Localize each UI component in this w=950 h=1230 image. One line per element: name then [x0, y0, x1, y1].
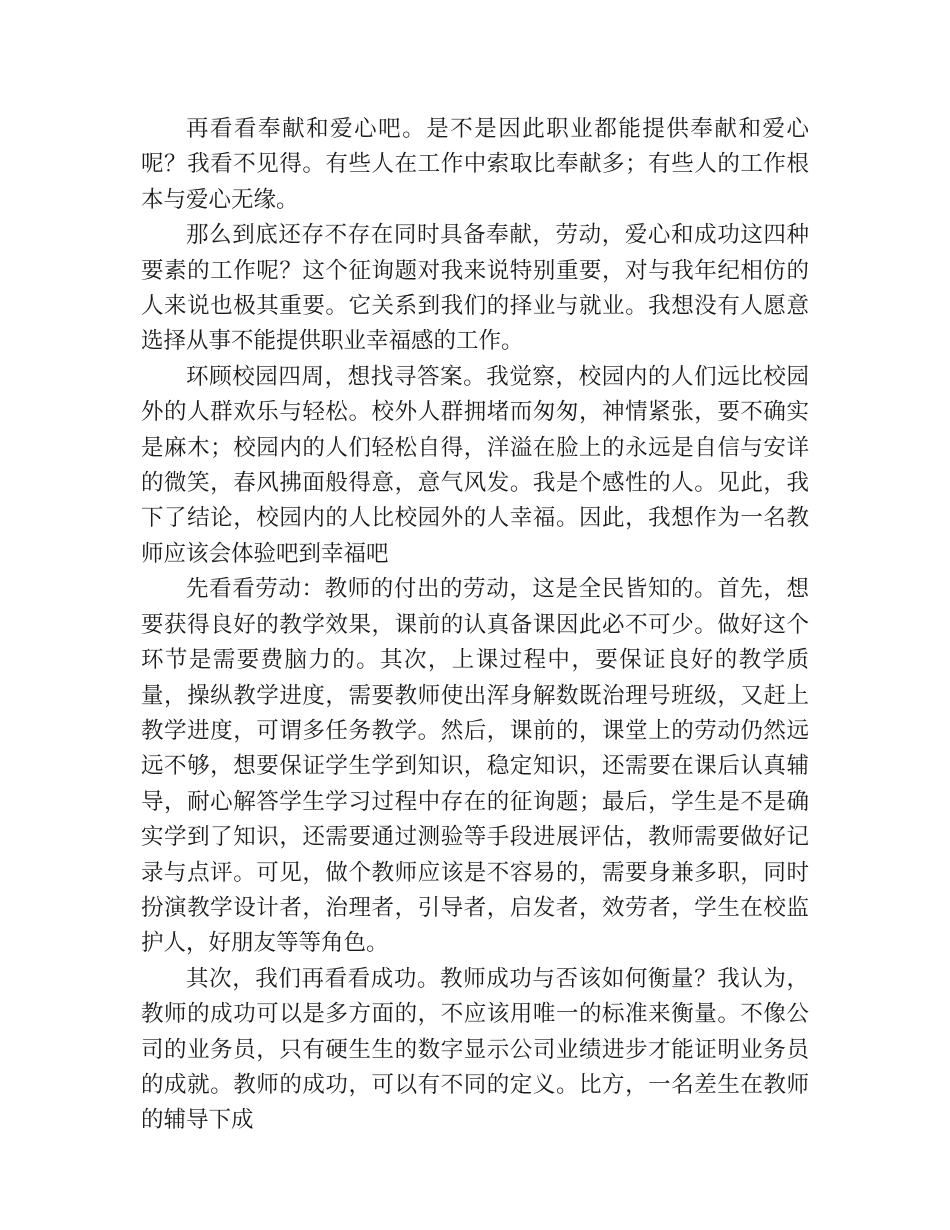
paragraph-ideal-job-question: 那么到底还存不存在同时具备奉献，劳动，爱心和成功这四种要素的工作呢？这个征询题对我来说特别重要，对与我年纪相仿的人来说也极其重要。它关系到我们的择业与就业。我想没有人愿意选择从事不能提供职业幸福感的工作。	[141, 222, 809, 355]
paragraph-teacher-labor: 先看看劳动：教师的付出的劳动，这是全民皆知的。首先，想要获得良好的教学效果，课前的认真备课因此必不可少。做好这个环节是需要费脑力的。其次，上课过程中，要保证良好的教学质量，操纵教学进度，需要教师使出浑身解数既治理号班级，又赶上教学进度，可谓多任务教学。然后，课前的，课堂上的劳动仍然远远不够，想要保证学生学到知识，稳定知识，还需要在课后认真辅导，耐心解答学生学习过程中存在的征询题；最后，学生是不是确实学到了知识，还需要通过测验等手段进展评估，教师需要做好记录与点评。可见，做个教师应该是不容易的，需要身兼多职，同时扮演教学设计者，治理者，引导者，启发者，效劳者，学生在校监护人，好朋友等等角色。	[141, 576, 809, 957]
paragraph-dedication-love: 再看看奉献和爱心吧。是不是因此职业都能提供奉献和爱心呢？我看不见得。有些人在工作中索取比奉献多；有些人的工作根本与爱心无缘。	[141, 116, 809, 213]
paragraph-teacher-success: 其次，我们再看看成功。教师成功与否该如何衡量？我认为，教师的成功可以是多方面的，不应该用唯一的标准来衡量。不像公司的业务员，只有硬生生的数字显示公司业绩进步才能证明业务员的成就。教师的成功，可以有不同的定义。比方，一名差生在教师的辅导下成	[141, 965, 809, 1134]
document-page	[141, 112, 809, 1139]
paragraph-campus-observation: 环顾校园四周，想找寻答案。我觉察，校园内的人们远比校园外的人群欢乐与轻松。校外人群拥堵而匆匆，神情紧张，要不确实是麻木；校园内的人们轻松自得，洋溢在脸上的永远是自信与安详的微笑，春风拂面般得意，意气风发。我是个感性的人。见此，我下了结论，校园内的人比校园外的人幸福。因此，我想作为一名教师应该会体验吧到幸福吧	[141, 363, 809, 567]
